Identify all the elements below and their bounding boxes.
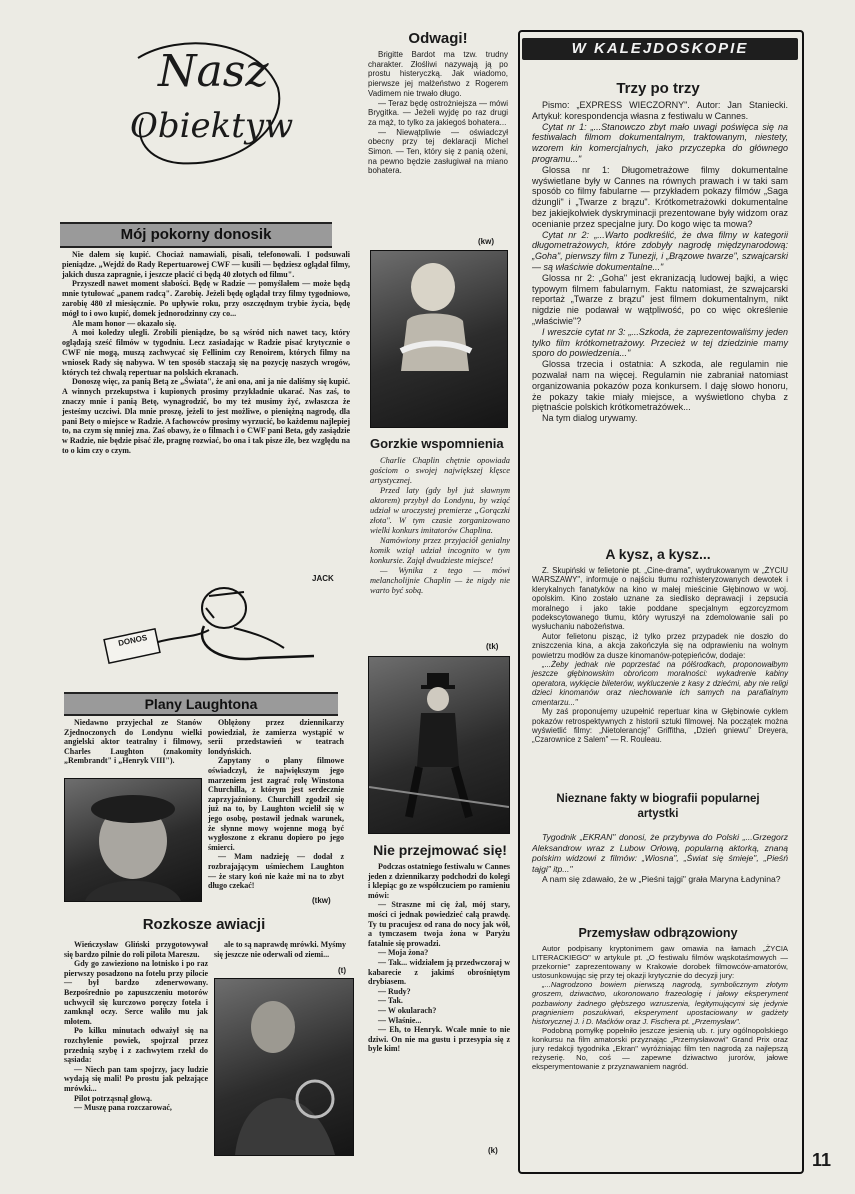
kysz-paragraph: Z. Skupiński w felietonie pt. „Cine-drama", wydrukowanym w „ŻYCIU WARSZAWY", informuje o najściu tłumu rozhisteryzowanych dewotek i klerykalnych fanatyków na kino w małej mieścinie Głębinowo w woj. opolskim. Kino zostało uznane za siedlisko deprawacji i zepsucia moralnego i jako takie poddane specjalnym egzorcyzmom podekscytowanego tłumu, który wyruszył na zdemolowanie sali po wysłuchaniu nabożeństwa. [532, 566, 788, 632]
kalejdoskop-banner-text: W KALEJDOSKOPIE [571, 40, 749, 57]
odwagi-signature: (kw) [478, 237, 494, 246]
rozkosze-paragraph: Pilot potrząsnął głową. [74, 1093, 152, 1103]
trzy-body [532, 100, 788, 424]
odwagi-paragraph: Brigitte Bardot ma tzw. trudny charakter. Złośliwi nazywają ją po prostu histeryczką. Jak wiadomo, pierwsze jej małżeństwo z Rogerem Vadimem nie trwało długo. [368, 50, 508, 98]
nieznane-title: Nieznane fakty w biografii popularnej artystki [556, 793, 760, 820]
trzy-paragraph: Glossa nr 1: Długometrażowe filmy dokumentalne wyświetlane były w Cannes na równych prawach i w taki sam sposób co filmy fabularne — przykładem pokazy filmów „Saga dżungli" i „Twarze z brązu". Krótkometrażowki dokumentalne bez jakiejkolwiek dyskryminacji prezentowane były widzom oraz ocenianie przez specjalne jury. Do kogo więc ta mowa? [532, 164, 788, 229]
laughton-photo [64, 778, 202, 902]
masthead-line2: Obiektyw [130, 106, 294, 146]
przejmowac-paragraph: — W okularach? [378, 1005, 437, 1015]
przemyslaw-paragraph: Podobną pomyłkę popełniło jeszcze jesienią ub. r. jury ogólnopolskiego konkursu na film amatorski przyznając „Przemysławowi" Grand Prix oraz jury redakcji tygodnika „Ekran" wyróżniając film ten nagrodą za najlepszą reżyserię. No, coś — zapewne dziwactwo jurorów, jałowe eksperymentowanie z przyznawaniem nagród. [532, 1025, 788, 1072]
przejmowac-paragraph: — Eh, to Henryk. Wcale mnie to nie dziwi. On nie ma gustu i przesypia się z byle kim! [368, 1025, 510, 1054]
trzy-title: Trzy po trzy [616, 80, 700, 97]
masthead-line1: Nasz [158, 46, 269, 97]
odwagi-body [368, 50, 508, 176]
odwagi-paragraph: — Niewątpliwie — oświadczył obecny przy tej deklaracji Michel Simon. — Ten, który się z panią ożeni, na pewno będzie zasługiwał na miano bohatera. [368, 127, 508, 176]
donosik-body [62, 250, 350, 456]
rozkosze-title: Rozkosze awiacji [142, 916, 266, 933]
trzy-paragraph: Cytat nr 2: „...Warto podkreślić, że dwa filmy w kategorii długometrażowych, które zdobyły nagrodę międzynarodową: „Goha", pierwszy film z Tunezji, i „Brązowe twarze", szwajcarski — są właściwie dokumentalne..." [532, 229, 788, 272]
rozkosze-paragraph: Po kilku minutach odważył się na rozchylenie powiek, spojrzał przez przednią szybę i z zachwytem rzekł do sąsiada: [64, 1026, 208, 1065]
gorzkie-paragraph: Charlie Chaplin chętnie opowiada gościom o swojej największej klęsce artystycznej. [370, 456, 510, 485]
plany-col1: Niedawno przyjechał ze Stanów Zjednoczonych do Londynu wielki angielski aktor teatralny i filmowy, Charles Laughton (znakomity „Rembrandt" i „Henryk VIII"). [64, 718, 202, 766]
gorzkie-paragraph: — Wynika z tego — mówi melancholijnie Chaplin — że nigdy nie warto być sobą. [370, 566, 510, 595]
rozkosze-col1 [64, 940, 208, 1113]
rozkosze-col2 [214, 940, 346, 959]
trzy-paragraph: Glossa nr 2: „Goha" jest ekranizacją ludowej bajki, a więc typowym filmem fabularnym. Faktu natomiast, że szwajcarski reportaż „Twarze z brązu" jest filmem dokumentalnym, nikt nigdzie nie podawał w wątpliwość, po co więc określenie „właściwie"? [532, 272, 788, 326]
kysz-body [532, 566, 788, 745]
gorzkie-title: Gorzkie wspomnienia [370, 436, 504, 451]
przejmowac-paragraph: — Rudy? [378, 986, 411, 996]
rozkosze-paragraph: Gdy go zawieziono na lotnisko i po raz pierwszy posadzono na fotelu przy pilocie — był bardzo zdenerwowany. Bezpośrednio po zapuszczeniu motorów uchwycił się kurczowo poręczy fotela i zamknął oczy. Serce waliło mu jak młotem. [64, 959, 208, 1026]
kysz-title: A kysz, a kysz... [605, 546, 711, 562]
kalejdoskop-banner [522, 38, 798, 60]
plany-paragraph: Zapytany o plany filmowe oświadczył, że największym jego marzeniem jest zagrać rolę Winstona Churchilla, z którym jest serdecznie zaprzyjaźniony. Churchill zgodził się już na to, by Laughton wcielił się w jego osobę, postawił jednak warunek, że słynne mowy wojenne mogą być wygłoszone z ekranu dopiero po jego śmierci. [208, 756, 344, 852]
trzy-paragraph: Pismo: „EXPRESS WIECZORNY". Autor: Jan Staniecki. Artykuł: korespondencja własna z festiwalu w Cannes. [532, 100, 788, 121]
przejmowac-paragraph: Podczas ostatniego festiwalu w Cannes jeden z dziennikarzy podchodzi do kolegi i klepiąc go ze współczuciem po ramieniu mówi: [368, 862, 510, 900]
cartoon-drawing-icon [84, 578, 324, 676]
trzy-paragraph: Cytat nr 1: „...Stanowczo zbyt mało uwagi poświęca się na festiwalach filmom dokumentalnym, traktowanym, niestety, wzorem kin komercjalnych, jako przyczepka do głównego programu..." [532, 121, 788, 164]
nieznane-body [532, 832, 788, 885]
trzy-paragraph: Na tym dialog urywamy. [542, 413, 638, 424]
pilot-portrait-icon [215, 979, 353, 1155]
przemyslaw-body [532, 944, 788, 1071]
plany-paragraph: — Mam nadzieję — dodał z rozbrajającym uśmiechem Laughton — że stary koń nie każe mi na to zbyt długo czekać! [208, 852, 344, 891]
przejmowac-paragraph: — Tak... widziałem ją przedwczoraj w kabarecie z jakimś obrośniętym drybiasem. [368, 957, 510, 987]
rozkosze-paragraph: — Niech pan tam spojrzy, jacy ludzie wydają się mali! Po prostu jak pełzające mrówki... [64, 1064, 208, 1093]
kysz-paragraph: „...Żeby jednak nie poprzestać na półśrodkach, proponowałbym jeszcze głębinowskim obrońcom moralności: wykadrenie kabiny operatora, wykięcie bileterów, wykluczenie z kasy z dziećmi, aby nie religi dzieci kinomanów oraz niechowanie ich samych na parafialnym cmentarzu..." [532, 660, 788, 707]
przemyslaw-paragraph: Autor podpisany kryptonimem gaw omawia na łamach „ŻYCIA LITERACKIEGO" w artykule pt. „O festiwalu filmów wąskotaśmowych — przekornie" zaprezentowany w Krakowie dorobek filmowców-amatorów, ustosunkowując się przy tej okazji krytycznie do decyzji jury: [532, 944, 788, 981]
laughton-portrait-icon [65, 779, 201, 901]
page-number: 11 [812, 1150, 832, 1170]
przejmowac-paragraph: — Moja żona? [378, 948, 429, 958]
donosik-paragraph: Nie dałem się kupić. Chociaż namawiali, pisali, telefonowali. I podsuwali pieniądze. „Wejdź do Rady Repertuarowej CWF — kusili — będziesz oglądał filmy, jakich dusza zapragnie, i jeszcze płacić ci będą 40 złotych od filmu". [62, 250, 350, 279]
odwagi-title: Odwagi! [408, 30, 468, 47]
rozkosze-signature: (t) [338, 966, 346, 975]
trzy-paragraph: I wreszcie cytat nr 3: „...Szkoda, że zaprezentowaliśmy jeden tylko film krótkometrażowy. Przecież w tej dziedzinie mamy sporo do powiedzenia..." [532, 326, 788, 359]
plany-signature: (tkw) [312, 896, 331, 905]
masthead-logo [118, 28, 298, 178]
chaplin-photo [368, 656, 510, 834]
glinski-photo [214, 978, 354, 1156]
przemyslaw-paragraph: „...Nagrodzono bowiem pierwszą nagrodą, symbolicznym złotym groszem, dziwactwo, ukoronowano frazeologię i jałowy eksperyment pozbawiony żadnego głębszego wzruszenia, legitymującymi się jedynie pragnieniem poszukiwań, eksperyment upostaciowany w gadżety historycznej J. i D. Maćków oraz J. Fischera pt. „Przemysław". [532, 980, 788, 1026]
kysz-paragraph: Autor felietonu pisząc, iż tylko przez przypadek nie doszło do zniszczenia kina, a akcja zakończyła się na odprawieniu na wolnym powietrzu modłów za dusze kinomanów-potępieńców, dodaje: [532, 631, 788, 660]
plany-title: Plany Laughtona [64, 692, 338, 716]
donosik-paragraph: A moi koledzy ulegli. Zrobili pieniądze, bo są wśród nich nawet tacy, który oglądają sześć filmów w tygodniu. Lecz zasiadając w Radzie pisać krytycznie o CWF nie mogą, muszą zachwycać się Fellinim czy Renoirem, których filmy na wniosek Rady się nabywa. W ten sposób staczają się na pozycję naszych wrogów, których też chwalą repertuar na polskich ekranach. [62, 328, 350, 377]
odwagi-paragraph: — Teraz będę ostrożniejsza — mówi Brygitka. — Jeżeli wyjdę po raz drugi za mąż, to tylko za jakiegoś bohatera... [368, 98, 508, 127]
bardot-photo [370, 250, 508, 428]
cartoon-sign-label: DONOS [117, 633, 148, 648]
plany-paragraph: Oblężony przez dziennikarzy powiedział, że zamierza wystąpić w serii przedstawień w teatrach londyńskich. [208, 718, 344, 756]
donosik-paragraph: Donoszę więc, za panią Betą ze „Świata", że ani ona, ani ja nie daliśmy się kupić. A winnych przekupstwa i kupionych prosimy przykładnie ukarać. Nas zaś, to znaczy mnie i panią Betę, wynagrodzić, bo my też musimy żyć, zwłaszcza że jesteśmy uczciwi. Dla mnie proszę, jeżeli to jest możliwe, o pieniężną nagrodę, dla pani Bety o miejsce w Radzie. A fachowców prosimy wyrzucić, bo każdemu najlepiej to, na czym się mniej zna. Zaś obawy, że o filmach i o CWF pani Beta, gdy zasiądzie w Radzie, nie będzie pisać źle, pragnę rozwiać, bo ona i tak pisze źle, bez względu na to o kim czy o czym. [62, 377, 350, 455]
przejmowac-paragraph: — Tak. [378, 996, 403, 1006]
donosik-title: Mój pokorny donosik [60, 222, 332, 248]
gorzkie-signature: (tk) [486, 642, 499, 651]
chaplin-figure-icon [369, 657, 509, 833]
plany-col2 [208, 718, 344, 891]
gorzkie-body [370, 456, 510, 596]
nieznane-paragraph: Tygodnik „EKRAN" donosi, że przybywa do Polski „...Grzegorz Aleksandrow wraz z Lubow Orłową, popularną aktorką, znaną polskim widzowi z filmów: „Wiosna", „Świat się śmieje", „Pieśń tajgi" itp..." [532, 832, 788, 874]
bardot-portrait-icon [371, 251, 507, 427]
przejmowac-title: Nie przejmować się! [373, 842, 507, 858]
donosik-signature: JACK [312, 574, 334, 583]
rozkosze-paragraph: ale to są naprawdę mrówki. Myśmy się jeszcze nie oderwali od ziemi... [214, 940, 346, 959]
nieznane-paragraph: A nam się zdawało, że w „Pieśni tajgi" grała Maryna Ładynina? [542, 874, 781, 885]
donos-cartoon [84, 578, 324, 676]
trzy-paragraph: Glossa trzecia i ostatnia: A szkoda, ale regulamin nie pozwalał nam na więcej. Regulamin nie zabraniał natomiast organizowania pokazów poza konkursem. I daję słowo honoru, że pokazy takie miały miejsce, a wyświetlono chyba z piętnaście polskich krótkometrażówek... [532, 359, 788, 413]
przejmowac-signature: (k) [488, 1146, 498, 1155]
kysz-paragraph: My zaś proponujemy uzupełnić repertuar kina w Głębinowie cyklem pokazów retrospektywnych z historii sztuki filmowej. Na początek można wyświetlić filmy: „Nietolerancję" Griffitha, „Dzień gniewu" Dreyera, „Czarownice z Salem" — R. Rouleau. [532, 707, 788, 745]
gorzkie-paragraph: Namówiony przez przyjaciół genialny komik wziął udział incognito w tym konkursie. Zajął dwudzieste miejsce! [370, 536, 510, 565]
przejmowac-paragraph: — Straszne mi cię żal, mój stary, mości ci jednak powiedzieć całą prawdę. Ty tu pracujesz od rana do nocy jak wół, a tymczasem twoja żona w Paryżu fatalnie się prowadzi. [368, 900, 510, 948]
donosik-paragraph: Przyszedł nawet moment słabości. Będę w Radzie — pomyślałem — może będą mnie tytułować „panem radcą". Zarobię. Jeżeli będę oglądał trzy filmy tygodniowo, zarobię 480 zł miesięcznie. Po upływie roku, przy oszczędnym trybie życia, będę mógł to i owo kupić, domek jednorodzinny czy co... [62, 279, 350, 318]
przemyslaw-title: Przemysław odbrązowiony [578, 926, 738, 940]
gorzkie-paragraph: Przed laty (gdy był już sławnym aktorem) przybył do Londynu, by wziąć udział w uroczystej premierze „Gorączki złota". W tym czasie zorganizowano wielki konkurs imitatorów Chaplina. [370, 486, 510, 535]
rozkosze-paragraph: — Muszę pana rozczarować, [74, 1103, 172, 1113]
przejmowac-paragraph: — Właśnie... [378, 1015, 422, 1025]
rozkosze-paragraph: Wieńczysław Gliński przygotowywał się bardzo pilnie do roli pilota Mareszu. [64, 940, 208, 959]
przejmowac-body [368, 862, 510, 1054]
donosik-paragraph: Ale mam honor — okazało się. [72, 318, 177, 328]
